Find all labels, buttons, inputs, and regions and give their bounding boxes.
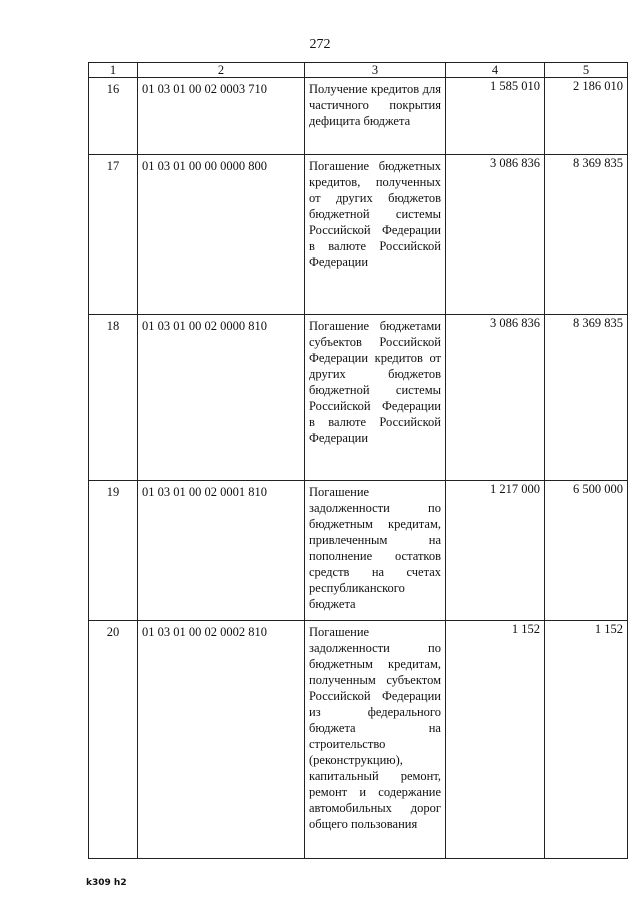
amount-col5: 2 186 010 [545,78,628,155]
amount-col4: 1 217 000 [446,481,545,621]
page-number: 272 [309,37,331,52]
row-description: Погашение задолженности по бюджетным кредитам, привлеченным на пополнение остатков средств на счетах республиканского бюджета [305,481,446,621]
row-number: 19 [89,481,138,621]
column-header-5: 5 [545,63,628,78]
footer-code: k309 h2 [86,878,127,888]
amount-col4: 1 152 [446,621,545,859]
column-header-2: 2 [138,63,305,78]
column-header-4: 4 [446,63,545,78]
amount-col4: 3 086 836 [446,315,545,481]
amount-col5: 1 152 [545,621,628,859]
row-description: Погашение бюджетами субъектов Российской Федерации кредитов от других бюджетов бюджетной системы Российской Федерации в валюте Российской Федерации [305,315,446,481]
row-number: 17 [89,155,138,315]
table-header-row [89,63,628,78]
row-description: Погашение задолженности по бюджетным кредитам, полученным субъектом Российской Федерации из федерального бюджета на строительство (реконструкцию), капитальный ремонт, ремонт и содержание автомобильных дорог общего пользования [305,621,446,859]
table-row [89,621,628,859]
amount-col5: 6 500 000 [545,481,628,621]
table-row [89,155,628,315]
amount-col4: 1 585 010 [446,78,545,155]
budget-code: 01 03 01 00 02 0002 810 [138,621,305,859]
column-header-1: 1 [89,63,138,78]
row-number: 20 [89,621,138,859]
amount-col5: 8 369 835 [545,155,628,315]
row-number: 18 [89,315,138,481]
table-row [89,78,628,155]
budget-code: 01 03 01 00 02 0000 810 [138,315,305,481]
row-description: Получение кредитов для частичного покрытия дефицита бюджета [305,78,446,155]
budget-code: 01 03 01 00 02 0003 710 [138,78,305,155]
column-header-3: 3 [305,63,446,78]
amount-col4: 3 086 836 [446,155,545,315]
budget-table [88,62,628,859]
table-row [89,315,628,481]
budget-code: 01 03 01 00 00 0000 800 [138,155,305,315]
row-number: 16 [89,78,138,155]
budget-code: 01 03 01 00 02 0001 810 [138,481,305,621]
row-description: Погашение бюджетных кредитов, полученных от других бюджетов бюджетной системы Российской Федерации в валюте Российской Федерации [305,155,446,315]
table-row [89,481,628,621]
amount-col5: 8 369 835 [545,315,628,481]
